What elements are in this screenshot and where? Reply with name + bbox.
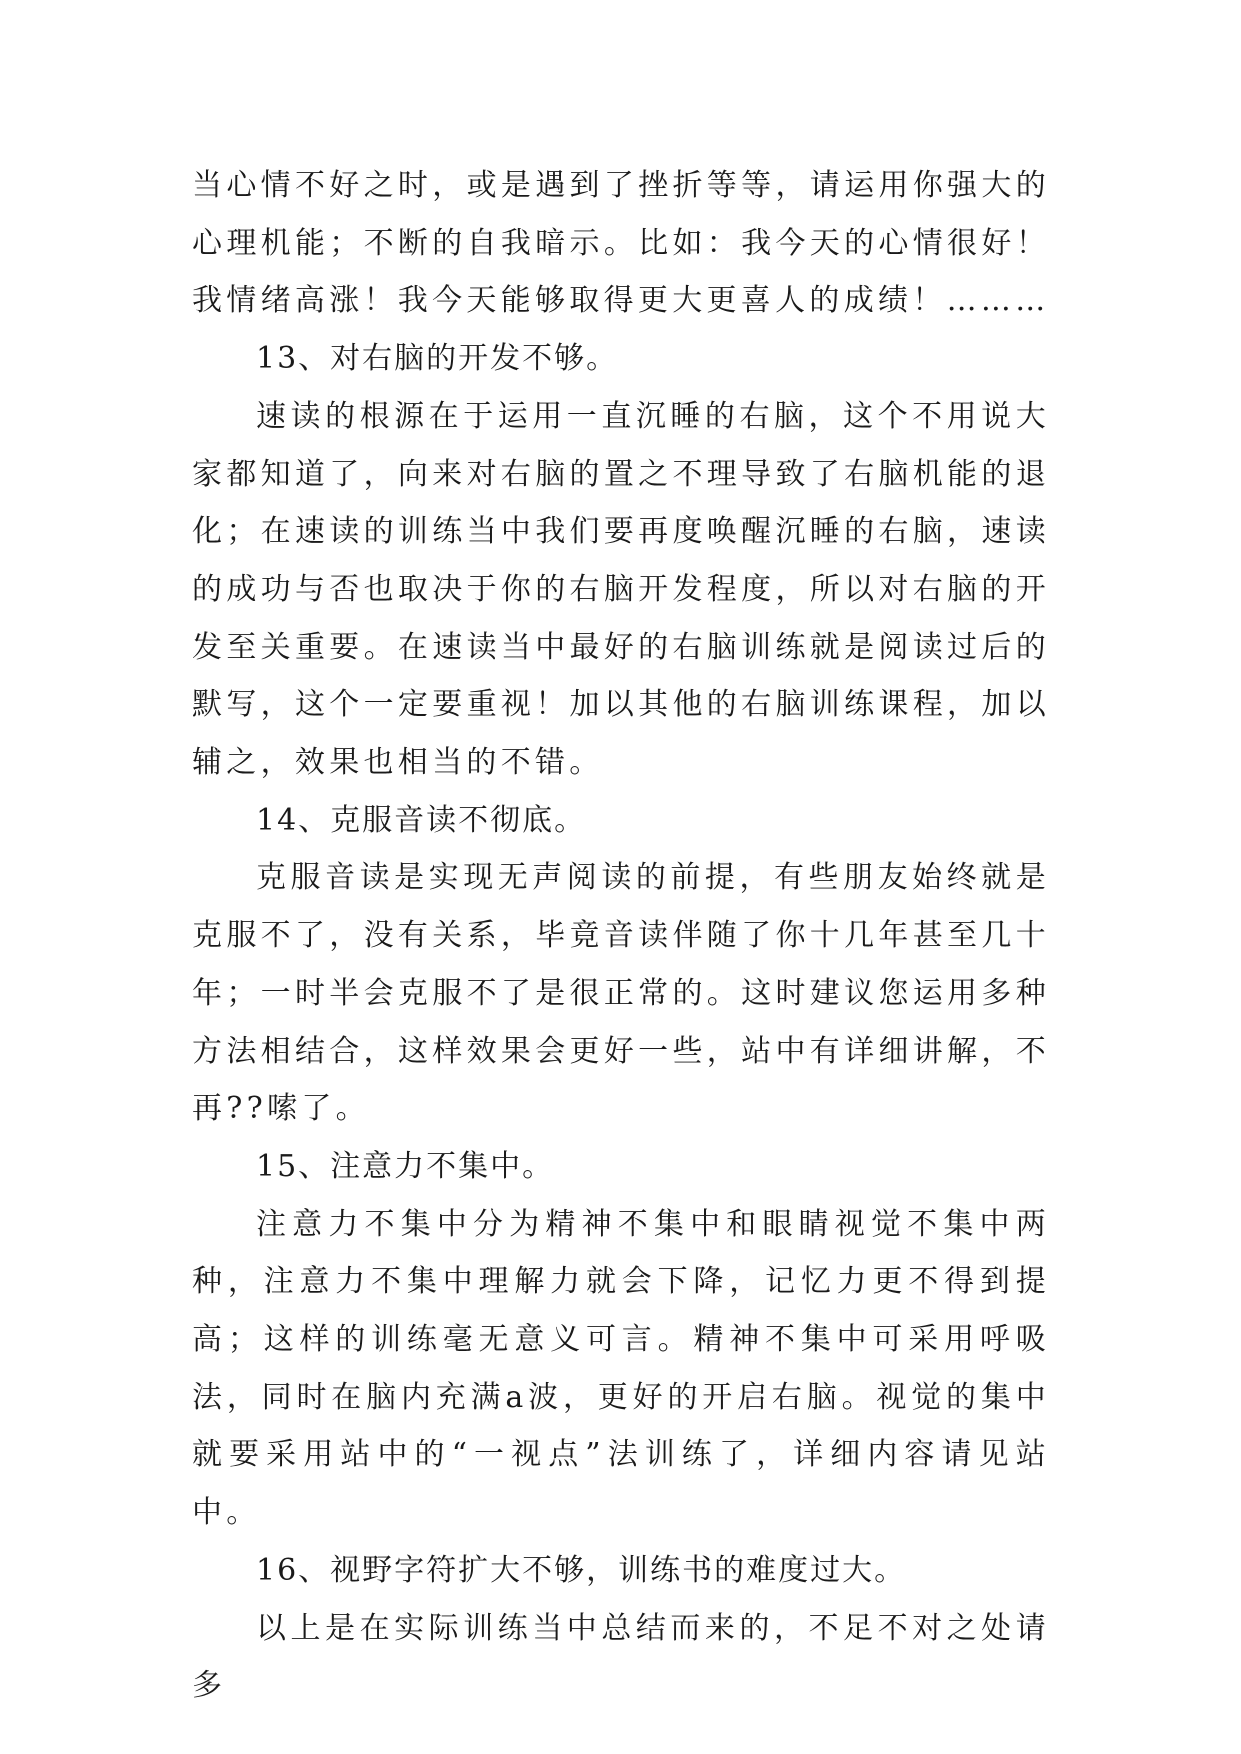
section-heading-15: 15、注意力不集中。 bbox=[256, 1148, 555, 1184]
document-body bbox=[192, 157, 1050, 1715]
paragraph: 注意力不集中分为精神不集中和眼睛视觉不集中两种，注意力不集中理解力就会下降，记忆力更不得到提高；这样的训练毫无意义可言。精神不集中可采用呼吸法，同时在脑内充满a波，更好的开启右脑。视觉的集中就要采用站中的“一视点”法训练了，详细内容请见站中。 bbox=[192, 1206, 1050, 1531]
section-heading-14: 14、克服音读不彻底。 bbox=[256, 802, 587, 838]
paragraph: 以上是在实际训练当中总结而来的，不足不对之处请多 bbox=[192, 1610, 1050, 1704]
paragraph: 克服音读是实现无声阅读的前提，有些朋友始终就是克服不了，没有关系，毕竟音读伴随了你十几年甚至几十年；一时半会克服不了是很正常的。这时建议您运用多种方法相结合，这样效果会更好一些，站中有详细讲解，不再??嗦了。 bbox=[192, 860, 1050, 1127]
section-heading-16: 16、视野字符扩大不够，训练书的难度过大。 bbox=[256, 1552, 907, 1588]
section-heading-13: 13、对右脑的开发不够。 bbox=[256, 341, 619, 377]
paragraph: 当心情不好之时，或是遇到了挫折等等，请运用你强大的心理机能；不断的自我暗示。比如：我今天的心情很好！我情绪高涨！我今天能够取得更大更喜人的成绩！……… bbox=[192, 168, 1050, 319]
paragraph: 速读的根源在于运用一直沉睡的右脑，这个不用说大家都知道了，向来对右脑的置之不理导致了右脑机能的退化；在速读的训练当中我们要再度唤醒沉睡的右脑，速读的成功与否也取决于你的右脑开发程度，所以对右脑的开发至关重要。在速读当中最好的右脑训练就是阅读过后的默写，这个一定要重视！加以其他的右脑训练课程，加以辅之，效果也相当的不错。 bbox=[192, 398, 1050, 781]
